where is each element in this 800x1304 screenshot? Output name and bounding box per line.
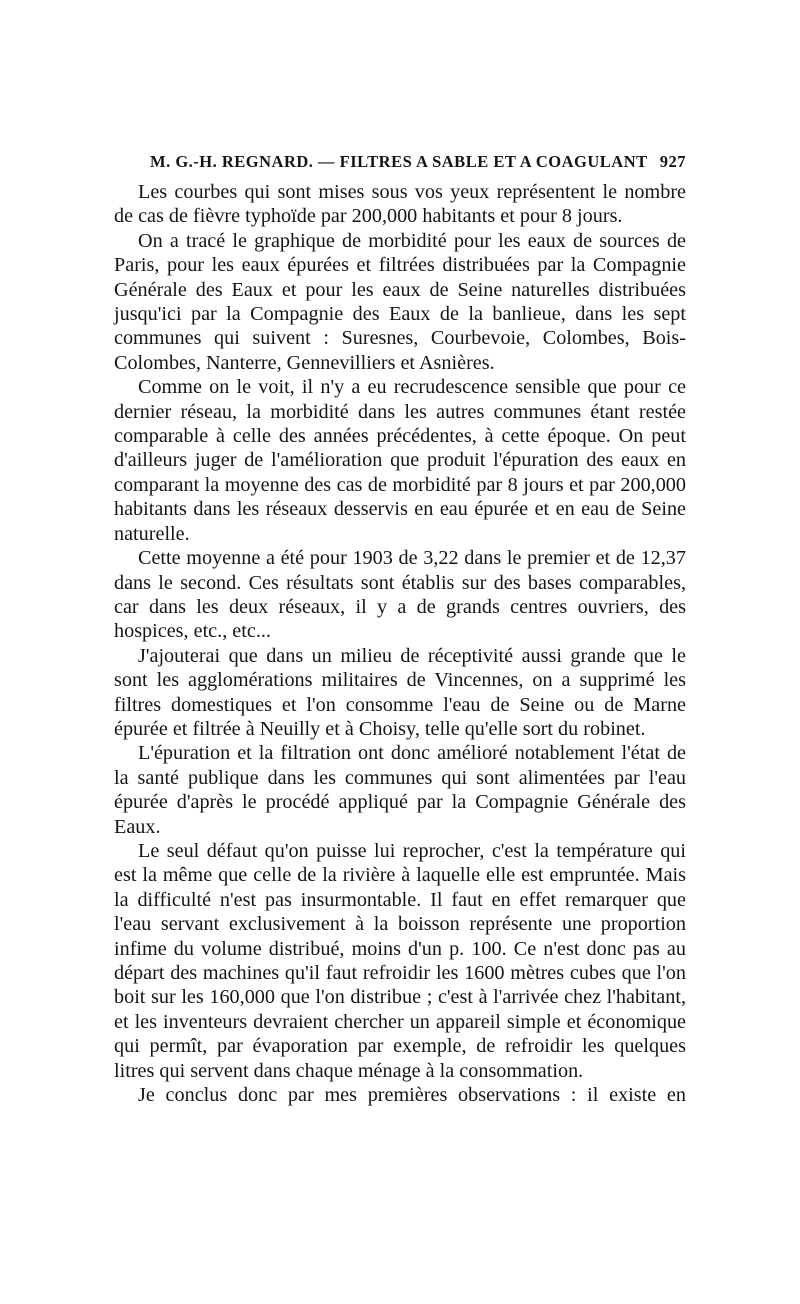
paragraph-conclusion: Je conclus donc par mes premières observations : il existe en xyxy=(138,1084,686,1107)
paragraph-typhoid-curves: Les courbes qui sont mises sous vos yeux représentent le nombre de cas de fièvre typhoïde par 200,000 habitants et pour 8 jours. xyxy=(114,181,686,228)
paragraph-temperature: Le seul défaut qu'on puisse lui reprocher, c'est la température qui est la même que celle de la rivière à laquelle elle est empruntée. Mais la difficulté n'est pas insurmontable. Il faut en effet remarquer que l'eau servant exclusivement à la boisson représente une proportion infime du volume distribué, moins d'un p. 100. Ce n'est donc pas au départ des machines qu'il faut refroidir les 1600 mètres cubes que l'on boit sur les 160,000 que l'on distribue ; c'est à l'arrivée chez l'habitant, et les inventeurs devraient chercher un appareil simple et économique qui permît, par évaporation par exemple, de refroidir les quelques litres qui servent dans chaque ménage à la consommation. xyxy=(114,839,686,1082)
running-head-title: M. G.-H. REGNARD. — FILTRES A SABLE ET A COAGULANT xyxy=(150,152,648,171)
paragraph-average-1903: Cette moyenne a été pour 1903 de 3,22 dans le premier et de 12,37 dans le second. Ces résultats sont établis sur des bases comparables, car dans les deux réseaux, il y a de grands centres ouvriers, des hospices, etc., etc... xyxy=(114,547,686,643)
text-body xyxy=(114,180,686,1107)
paragraph-public-health: L'épuration et la filtration ont donc amélioré notablement l'état de la santé publique dans les communes qui sont alimentées par l'eau épurée d'après le procédé appliqué par la Compagnie Générale des Eaux. xyxy=(114,742,686,838)
running-head xyxy=(112,150,686,174)
paragraph-recrudescence: Comme on le voit, il n'y a eu recrudescence sensible que pour ce dernier réseau, la morbidité dans les autres communes étant restée comparable à celle des années précédentes, à cette époque. On peut d'ailleurs juger de l'amélioration que produit l'épuration des eaux en comparant la moyenne des cas de morbidité par 8 jours et par 200,000 habitants dans les réseaux desservis en eau épurée et en eau de Seine naturelle. xyxy=(114,376,686,545)
paragraph-vincennes: J'ajouterai que dans un milieu de réceptivité aussi grande que le sont les agglomérations militaires de Vincennes, on a supprimé les filtres domestiques et l'on consomme l'eau de Seine ou de Marne épurée et filtrée à Neuilly et à Choisy, telle qu'elle sort du robinet. xyxy=(114,644,686,740)
page-number: 927 xyxy=(659,152,686,171)
paragraph-morbidity-graph: On a tracé le graphique de morbidité pour les eaux de sources de Paris, pour les eaux épurées et filtrées distribuées par la Compagnie Générale des Eaux et pour les eaux de Seine naturelles distribuées jusqu'ici par la Compagnie des Eaux de la banlieue, dans les sept communes qui suivent : Suresnes, Courbevoie, Colombes, Bois-Colombes, Nanterre, Gennevilliers et Asnières. xyxy=(114,229,686,374)
